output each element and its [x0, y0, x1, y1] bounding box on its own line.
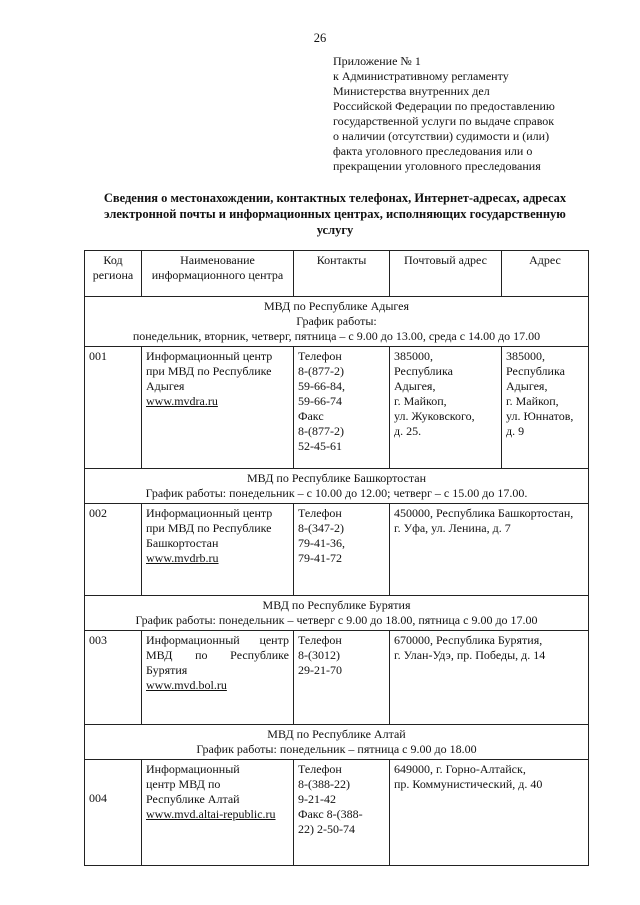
appendix-line: о наличии (отсутствии) судимости и (или) [333, 129, 550, 143]
appendix-line: Министерства внутренних дел [333, 84, 490, 98]
region-contacts: Телефон 8-(347-2) 79-41-36, 79-41-72 [294, 504, 390, 596]
region-postal-address: 450000, Республика Башкортостан, г. Уфа, ул. Ленина, д. 7 [390, 504, 589, 596]
header-address: Адрес [502, 251, 589, 297]
page-number: 26 [313, 31, 327, 45]
region-code: 003 [85, 631, 142, 725]
title-line: электронной почты и информационных центрах, исполняющих государственную [104, 207, 566, 221]
table-header-row [85, 251, 589, 297]
region-section-header: МВД по Республике Башкортостан График работы: понедельник – с 10.00 до 12.00; четверг – с 15.00 до 17.00. [85, 469, 589, 504]
website-link[interactable]: www.mvdra.ru [146, 394, 218, 408]
region-contacts: Телефон 8-(877-2) 59-66-84, 59-66-74 Факс 8-(877-2) 52-45-61 [294, 347, 390, 469]
title-line: Сведения о местонахождении, контактных телефонах, Интернет-адресах, адресах [103, 191, 567, 205]
appendix-caption [333, 54, 588, 174]
appendix-line: Приложение № 1 [333, 54, 421, 68]
table-row [85, 347, 589, 469]
region-address: 385000, Республика Адыгея, г. Майкоп, ул. Юннатов, д. 9 [502, 347, 589, 469]
header-code: Код региона [85, 251, 142, 297]
region-section-header: МВД по Республике Алтай График работы: понедельник – пятница с 9.00 до 18.00 [85, 725, 589, 760]
region-contacts: Телефон 8-(3012) 29-21-70 [294, 631, 390, 725]
table-row [85, 504, 589, 596]
table-row [85, 631, 589, 725]
region-code: 001 [85, 347, 142, 469]
document-title [90, 190, 580, 238]
header-postal: Почтовый адрес [390, 251, 502, 297]
info-centers-table [84, 250, 589, 866]
website-link[interactable]: www.mvd.altai-republic.ru [146, 807, 276, 821]
region-section-header: МВД по Республике Адыгея График работы: понедельник, вторник, четверг, пятница – с 9.00 до 13.00, среда с 14.00 до 17.00 [85, 297, 589, 347]
title-line: услугу [316, 223, 354, 237]
appendix-line: к Административному регламенту [333, 69, 509, 83]
region-name: Информационный центр МВД по Республике Алтай www.mvd.altai-republic.ru [142, 760, 294, 866]
region-postal-address: 670000, Республика Бурятия, г. Улан-Удэ, пр. Победы, д. 14 [390, 631, 589, 725]
appendix-line: государственной услуги по выдаче справок [333, 114, 555, 128]
region-contacts: Телефон 8-(388-22) 9-21-42 Факс 8-(388- 22) 2-50-74 [294, 760, 390, 866]
header-contacts: Контакты [294, 251, 390, 297]
website-link[interactable]: www.mvdrb.ru [146, 551, 219, 565]
region-name: Информационный центр при МВД по Республике Адыгея www.mvdra.ru [142, 347, 294, 469]
region-section-header: МВД по Республике Бурятия График работы: понедельник – четверг с 9.00 до 18.00, пятница с 9.00 до 17.00 [85, 596, 589, 631]
region-code: 004 [85, 760, 142, 866]
appendix-line: Российской Федерации по предоставлению [333, 99, 555, 113]
appendix-line: прекращении уголовного преследования [333, 159, 541, 173]
website-link[interactable]: www.mvd.bol.ru [146, 678, 227, 692]
region-code: 002 [85, 504, 142, 596]
region-postal-address: 385000, Республика Адыгея, г. Майкоп, ул. Жуковского, д. 25. [390, 347, 502, 469]
header-name: Наименование информационного центра [142, 251, 294, 297]
region-name: Информационный центр МВД по Республике Бурятия www.mvd.bol.ru [142, 631, 294, 725]
region-postal-address: 649000, г. Горно-Алтайск, пр. Коммунистический, д. 40 [390, 760, 589, 866]
appendix-line: факта уголовного преследования или о [333, 144, 533, 158]
region-name: Информационный центр при МВД по Республике Башкортостан www.mvdrb.ru [142, 504, 294, 596]
table-row [85, 760, 589, 866]
